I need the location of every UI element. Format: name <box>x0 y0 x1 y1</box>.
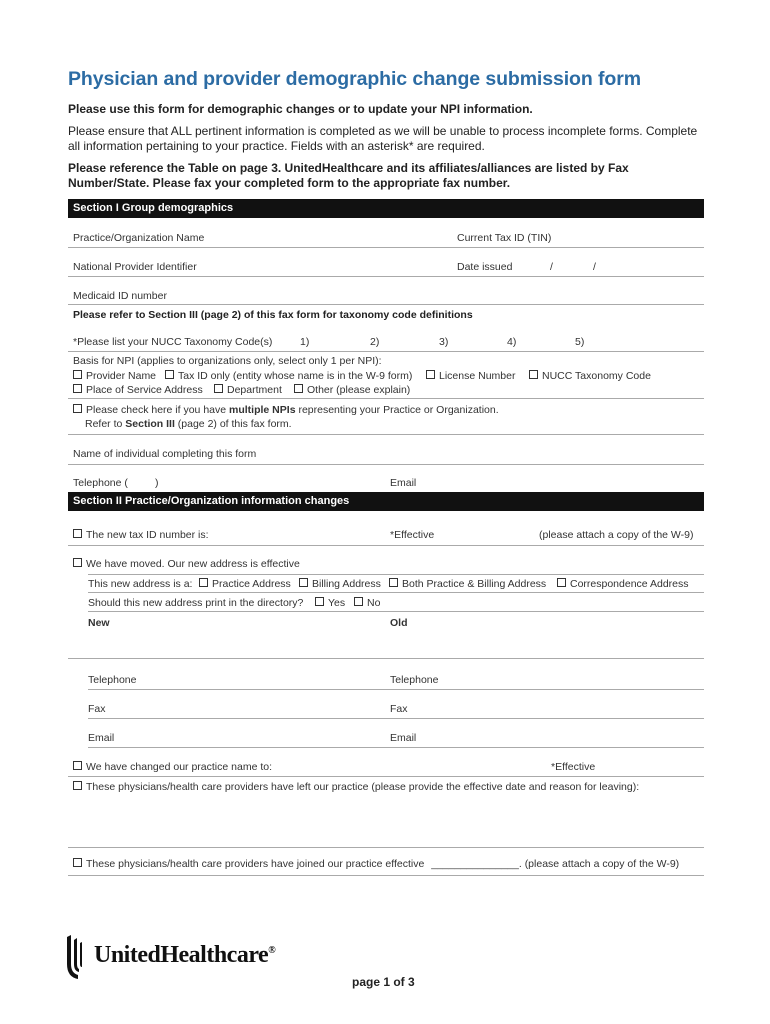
new-email-label: Email <box>88 732 115 744</box>
email-label: Email <box>390 477 417 489</box>
basis-nucc-code[interactable]: NUCC Taxonomy Code <box>529 370 651 382</box>
address-type-row <box>88 575 704 593</box>
print-directory-label: Should this new address print in the directory? <box>88 597 304 609</box>
new-fax-label: Fax <box>88 703 106 715</box>
fax-reference: Please reference the Table on page 3. UnitedHealthcare and its affiliates/alliances are listed by Fax Number/State. Please fax your completed form to the appropriate fax number. <box>68 161 629 190</box>
nucc-row[interactable] <box>68 330 704 352</box>
new-address-label: New <box>88 617 110 629</box>
checkbox[interactable] <box>199 578 208 587</box>
old-fax-label: Fax <box>390 703 408 715</box>
medicaid-label: Medicaid ID number <box>73 290 167 302</box>
address-correspondence[interactable]: Correspondence Address <box>557 578 689 590</box>
old-telephone-label: Telephone <box>390 674 439 686</box>
section-3-reference: Refer to Section III (page 2) of this fax form. <box>85 418 292 430</box>
new-tax-id-row[interactable] <box>68 524 704 546</box>
nucc-slot-3[interactable]: 3) <box>439 336 449 348</box>
date-issued-label: Date issued <box>457 261 513 273</box>
address-both[interactable]: Both Practice & Billing Address <box>389 578 546 590</box>
checkbox[interactable] <box>315 597 324 606</box>
npi-basis-label: Basis for NPI (applies to organizations only, select only 1 per NPI): <box>73 355 382 367</box>
npi-basis-row <box>68 353 704 399</box>
checkbox[interactable] <box>529 370 538 379</box>
old-email-label: Email <box>390 732 417 744</box>
telephone-row[interactable] <box>88 668 704 690</box>
date-slash-1: / <box>550 261 553 273</box>
new-telephone-label: Telephone <box>88 674 137 686</box>
nucc-slot-2[interactable]: 2) <box>370 336 380 348</box>
unitedhealthcare-logo <box>66 934 296 980</box>
print-yes[interactable]: Yes <box>315 597 345 609</box>
tax-effective-label: *Effective <box>390 529 435 541</box>
checkbox[interactable] <box>73 370 82 379</box>
fax-row[interactable] <box>88 697 704 719</box>
taxonomy-reference: Please refer to Section III (page 2) of this fax form for taxonomy code definitions <box>73 309 473 321</box>
multiple-npi-check[interactable]: Please check here if you have multiple NPIs representing your Practice or Organization. <box>73 404 499 416</box>
section-2-heading: Section II Practice/Organization information changes <box>68 492 704 511</box>
divider <box>68 875 704 876</box>
joined-date-blank[interactable]: _______________. <box>431 858 522 870</box>
page-title: Physician and provider demographic change submission form <box>68 68 641 90</box>
divider <box>68 847 704 848</box>
checkbox[interactable] <box>73 384 82 393</box>
basis-department[interactable]: Department <box>214 384 282 396</box>
divider <box>68 658 704 659</box>
new-tax-id-check[interactable]: The new tax ID number is: <box>73 529 209 541</box>
checkbox[interactable] <box>557 578 566 587</box>
checkbox[interactable] <box>73 781 82 790</box>
form-subtitle: Please use this form for demographic changes or to update your NPI information. <box>68 102 533 116</box>
print-no[interactable]: No <box>354 597 380 609</box>
checkbox[interactable] <box>389 578 398 587</box>
page-number: page 1 of 3 <box>352 975 415 989</box>
print-directory-row <box>88 594 704 612</box>
date-slash-2: / <box>593 261 596 273</box>
name-completing-row[interactable] <box>68 443 704 465</box>
checkbox[interactable] <box>165 370 174 379</box>
checkbox[interactable] <box>299 578 308 587</box>
basis-place-of-service[interactable]: Place of Service Address <box>73 384 203 396</box>
moved-check[interactable]: We have moved. Our new address is effective <box>73 558 300 570</box>
divider <box>68 304 704 305</box>
name-completing-label: Name of individual completing this form <box>73 448 257 460</box>
practice-name-row[interactable] <box>68 226 704 248</box>
contact-row[interactable] <box>68 472 704 492</box>
basis-other[interactable]: Other (please explain) <box>294 384 410 396</box>
address-billing[interactable]: Billing Address <box>299 578 381 590</box>
name-effective-label: *Effective <box>551 761 596 773</box>
checkbox[interactable] <box>214 384 223 393</box>
tax-id-label: Current Tax ID (TIN) <box>457 232 552 244</box>
medicaid-row[interactable] <box>68 284 704 306</box>
checkbox[interactable] <box>294 384 303 393</box>
npi-label: National Provider Identifier <box>73 261 197 273</box>
joined-practice-check[interactable]: These physicians/health care providers have joined our practice effective _______________. (please attach a copy of the W-9) <box>73 858 679 870</box>
basis-provider-name[interactable]: Provider Name <box>73 370 156 382</box>
left-practice-check[interactable]: These physicians/health care providers have left our practice (please provide the effective date and reason for leaving): <box>73 781 639 793</box>
uhc-shield-icon <box>66 934 90 980</box>
attach-w9-note: (please attach a copy of the W-9) <box>539 529 694 541</box>
address-practice[interactable]: Practice Address <box>199 578 291 590</box>
email-row[interactable] <box>88 726 704 748</box>
checkbox[interactable] <box>73 761 82 770</box>
name-changed-check[interactable]: We have changed our practice name to: <box>73 761 272 773</box>
name-changed-row[interactable] <box>68 757 704 777</box>
practice-name-label: Practice/Organization Name <box>73 232 205 244</box>
old-address-label: Old <box>390 617 408 629</box>
checkbox[interactable] <box>73 858 82 867</box>
address-type-label: This new address is a: <box>88 578 193 590</box>
basis-license-number[interactable]: License Number <box>426 370 515 382</box>
telephone-label: Telephone ( <box>73 477 128 489</box>
checkbox[interactable] <box>73 404 82 413</box>
basis-tax-id-only[interactable]: Tax ID only (entity whose name is in the W-9 form) <box>165 370 412 382</box>
checkbox[interactable] <box>73 529 82 538</box>
section-1-heading: Section I Group demographics <box>68 199 704 218</box>
checkbox[interactable] <box>73 558 82 567</box>
npi-row[interactable] <box>68 255 704 277</box>
checkbox[interactable] <box>426 370 435 379</box>
nucc-label: *Please list your NUCC Taxonomy Code(s) <box>73 336 273 348</box>
logo-text: UnitedHealthcare® <box>94 942 276 968</box>
nucc-slot-1[interactable]: 1) <box>300 336 310 348</box>
nucc-slot-4[interactable]: 4) <box>507 336 517 348</box>
checkbox[interactable] <box>354 597 363 606</box>
form-instructions: Please ensure that ALL pertinent information is completed as we will be unable to process incomplete forms. Complete all information pertaining to your practice. Fields with an asterisk* are required. <box>68 124 698 153</box>
telephone-close: ) <box>155 477 159 489</box>
nucc-slot-5[interactable]: 5) <box>575 336 585 348</box>
multiple-npi-row <box>68 400 704 435</box>
